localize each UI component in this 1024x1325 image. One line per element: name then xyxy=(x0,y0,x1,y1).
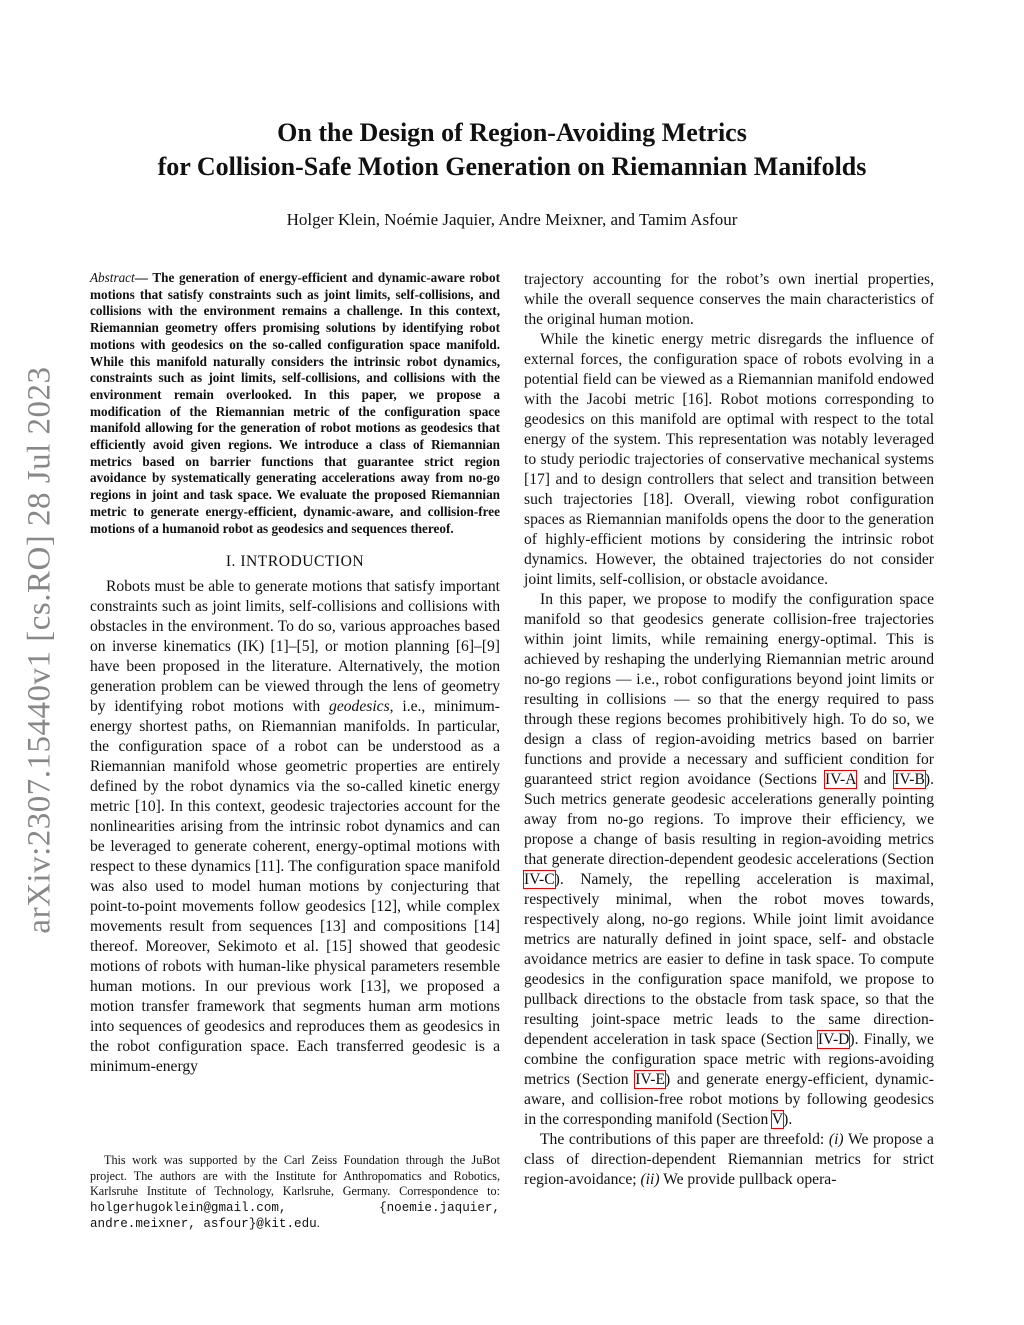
text-run: ). Such metrics generate geodesic accelerations generally pointing away from no-go regions. To improve their efficiency, we propose a change of basis resulting in region-avoiding metrics that generate direction-dependent geodesic accelerations (Section xyxy=(524,771,934,868)
text-run: We propose a class of direction-dependent Riemannian metrics for strict region-avoidance; xyxy=(524,1131,934,1188)
footnote-text: This work was supported by the Carl Zeiss Foundation through the JuBot project. The authors are with the Institute for Anthropomatics and Robotics, Karlsruhe Institute of Technology, Karlsruhe, Germany. Correspondence to: xyxy=(90,1153,500,1198)
section-reference-link[interactable]: IV-D xyxy=(817,1031,850,1048)
text-run: Robots must be able to generate motions that satisfy important constraints such as joint limits, self-collisions and collisions with obstacles in the environment. To do so, various approaches based on inverse kinematics (IK) [1]–[5], or motion planning [6]–[9] have been proposed in the literature. Alternatively, the motion generation problem can be viewed through the lens of geometry by identifying robot motions with xyxy=(90,578,500,716)
text-run: We provide pullback opera- xyxy=(659,1171,837,1188)
section-reference-link[interactable]: IV-E xyxy=(635,1071,665,1088)
emphasis-text: (ii) xyxy=(640,1171,660,1188)
paragraph xyxy=(524,1130,934,1190)
paragraph xyxy=(524,590,934,1130)
text-run: ). xyxy=(783,1111,793,1128)
footnote xyxy=(90,1153,500,1233)
footnote-end: . xyxy=(316,1216,320,1230)
text-run: While the kinetic energy metric disregards the influence of external forces, the configuration space of robots evolving in a potential field can be viewed as a Riemannian manifold endowed with the Jacobi metric [16]. Robot motions corresponding to geodesics on this manifold are optimal with respect to the total energy of the system. This representation was notably leveraged to study periodic trajectories of conservative mechanical systems [17] and to design controllers that select and transition between such trajectories [18]. Overall, viewing robot configuration spaces as Riemannian manifolds opens the door to the generation of highly-efficient motions by considering the intrinsic robot dynamics. However, the obtained trajectories do not consider joint limits, self-collision, or obstacle avoidance. xyxy=(524,331,934,588)
title-line: for Collision-Safe Motion Generation on Riemannian Manifolds xyxy=(157,152,867,181)
right-body xyxy=(524,270,934,1190)
text-run: The contributions of this paper are threefold: xyxy=(540,1131,829,1148)
right-column xyxy=(524,270,934,1190)
abstract-label: Abstract xyxy=(90,270,135,285)
footnote-emails: holgerhugoklein@gmail.com, {noemie.jaquier, andre.meixner, asfour}@kit.edu xyxy=(90,1200,500,1231)
section-heading: I. INTRODUCTION xyxy=(225,553,365,571)
text-run: ) and generate energy-efficient, dynamic-aware, and collision-free robot motions by following geodesics in the corresponding manifold (Section xyxy=(524,1071,934,1128)
text-run: In this paper, we propose to modify the configuration space manifold so that geodesics generate collision-free trajectories within joint limits, while remaining energy-optimal. This is achieved by reshaping the underlying Riemannian metric around no-go regions — i.e., robot configurations beyond joint limits or resulting in collisions — so that the energy required to pass through these regions becomes prohibitively high. To do so, we design a class of region-avoiding metrics based on barrier functions and provide a necessary and sufficient condition for guaranteed strict region avoidance (Sections xyxy=(524,591,934,788)
title-line: On the Design of Region-Avoiding Metrics xyxy=(277,118,747,147)
text-run: ). Finally, we combine the configuration space metric with regions-avoiding metrics (Section xyxy=(524,1031,934,1088)
paragraph xyxy=(524,330,934,590)
section-reference-link[interactable]: IV-A xyxy=(825,771,856,788)
section-reference-link[interactable]: V xyxy=(771,1111,784,1128)
text-run: trajectory accounting for the robot’s own inertial properties, while the overall sequence conserves the main characteristics of the original human motion. xyxy=(524,271,934,328)
text-run: ). Namely, the repelling acceleration is maximal, respectively minimal, when the robot moves towards, respectively along, no-go regions. While joint limit avoidance metrics are naturally defined in joint space, self- and obstacle avoidance metrics are easier to define in task space. To compute geodesics in the configuration space manifold, we propose to pullback directions to the obstacle from task space, so that the resulting joint-space metric leads to the same direction-dependent acceleration in task space (Section xyxy=(524,871,934,1048)
section-reference-link[interactable]: IV-B xyxy=(894,771,925,788)
abstract-dash: — xyxy=(134,270,153,285)
left-column xyxy=(90,270,500,1077)
paragraph xyxy=(524,270,934,330)
text-run: , i.e., minimum-energy shortest paths, on Riemannian manifolds. In particular, the configuration space of a robot can be understood as a Riemannian manifold whose geometric properties are entirely defined by the robot dynamics via the so-called kinetic energy metric [10]. In this context, geodesic trajectories account for the nonlinearities arising from the intrinsic robot dynamics and can be leveraged to generate coherent, energy-optimal motions with respect to these dynamics [11]. The configuration space manifold was also used to model human motions by conjecturing that point-to-point movements follow geodesics [12], while complex movements result from sequences [13] and compositions [14] thereof. Moreover, Sekimoto et al. [15] showed that geodesic motions of robots with human-like physical parameters resemble human motions. In our previous work [13], we proposed a motion transfer framework that segments human arm motions into sequences of geodesics and reproduces them as geodesics in the robot configuration space. Each transferred geodesic is a minimum-energy xyxy=(90,698,500,1076)
paper-title xyxy=(0,116,1024,184)
arxiv-identifier: arXiv:2307.15440v1 [cs.RO] 28 Jul 2023 xyxy=(21,366,58,934)
text-run: and xyxy=(855,771,895,788)
section-reference-link[interactable]: IV-C xyxy=(524,871,555,888)
abstract xyxy=(90,270,500,537)
left-body xyxy=(90,577,500,1077)
emphasis-text: (i) xyxy=(828,1131,844,1148)
authors: Holger Klein, Noémie Jaquier, Andre Meixner, and Tamim Asfour xyxy=(286,210,738,229)
paragraph xyxy=(90,577,500,1077)
abstract-text: The generation of energy-efficient and dynamic-aware robot motions that satisfy constraints such as joint limits, self-collisions, and collisions with the environment remains a challenge. In this context, Riemannian geometry offers promising solutions by identifying robot motions with geodesics on the so-called configuration space manifold. While this manifold naturally considers the intrinsic robot dynamics, constraints such as joint limits, self-collisions, and collisions with the environment remain overlooked. In this paper, we propose a modification of the Riemannian metric of the configuration space manifold allowing for the generation of robot motions as geodesics that efficiently avoid given regions. We introduce a class of Riemannian metrics based on barrier functions that guarantee strict region avoidance by systematically generating accelerations away from no-go regions in joint and task space. We evaluate the proposed Riemannian metric to generate energy-efficient, dynamic-aware, and collision-free motions of a humanoid robot as geodesics and sequences thereof. xyxy=(90,270,500,536)
emphasis-text: geodesics xyxy=(329,698,390,716)
